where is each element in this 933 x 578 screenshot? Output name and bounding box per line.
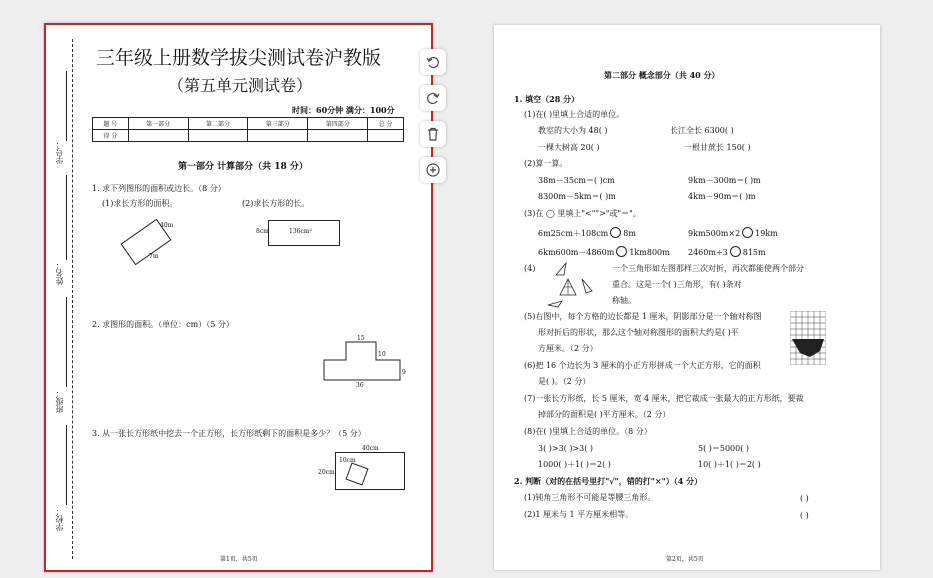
trash-icon [425,126,441,142]
rotate-right-icon [425,90,441,106]
side-rule [66,425,67,505]
judge-answer-slot[interactable]: ( ) [800,494,809,503]
unit-item: 10( )＋1( )＝2( ) [698,460,761,469]
q1-5-line: 形对折后的形状，那么这个轴对称图形的面积大约是( )平 [538,328,739,337]
page-footer: 第2页，共5页 [666,556,704,563]
compare-left: 6m25cm＋108cm [538,229,609,238]
score-table [92,117,404,142]
dim-label: 8cm [256,228,269,235]
rotate-left-icon [425,54,441,70]
calc-item: 4km－90m＝( )m [688,192,756,201]
score-cell[interactable] [128,130,188,142]
compare-item [688,246,766,257]
question-1-2: (2)算一算。 [524,159,568,168]
dim-label: 20cm [318,469,335,476]
unit-item: 1000( )＋1( )＝2( ) [538,460,611,469]
add-button[interactable] [420,157,446,183]
page-2[interactable] [494,25,880,570]
compare-left: 9km500m×2 [688,229,741,238]
side-rule [66,297,67,387]
side-label-school: 学校： [55,507,64,531]
compare-item [688,227,778,238]
compare-left: 2460m÷3 [688,248,728,257]
question-1-4-label: (4) [524,264,536,273]
unit-item: 3( )>3( )>3( ) [538,444,594,453]
calc-item: 8300m－5km＝( )m [538,192,616,201]
question-2: 2. 判断（对的在括号里打"√"，错的打"×"）（4 分） [514,476,703,486]
fill-item: 长江全长 6300( ) [670,126,734,135]
compare-circle[interactable] [616,246,627,257]
question-1: 1. 求下列图形的面积或边长。（8 分） [92,184,226,193]
score-cell[interactable] [368,130,404,142]
score-header-cell: 题 号 [93,118,129,130]
fill-item: 教室的大小为 48( ) [538,126,608,135]
dim-label: 36 [356,382,364,389]
dim-label: 7m [149,253,159,260]
add-icon [425,162,441,178]
page-1[interactable] [44,23,433,572]
compare-item [538,227,636,238]
page-subtitle: （第五单元测试卷） [168,76,313,95]
judge-item: (2)1 厘米与 1 平方厘米相等。 [524,510,634,519]
question-1-3: (3)在 ◯ 里填上"<"">"或"＝"。 [524,209,641,218]
score-cell[interactable] [248,130,308,142]
q1-7-line: 掉部分的面积是( )平方厘米。（2 分） [538,410,671,419]
q1-6-line: (6)把 16 个边长为 3 厘米的小正方形拼成一个大正方形，它的面积 [524,361,761,370]
rotate-right-button[interactable] [420,85,446,111]
judge-item: (1)钝角三角形不可能是等腰三角形。 [524,493,656,502]
compare-circle[interactable] [610,227,621,238]
question-1: 1. 填空（28 分） [514,94,580,104]
composite-shape-figure [322,337,412,387]
score-row-label: 得 分 [93,130,129,142]
binding-dashed-line [72,39,73,559]
compare-right: 19km [755,229,778,238]
compare-right: 815m [742,248,766,257]
calc-item: 38m－35cm＝( )cm [538,176,615,185]
dim-label: 15 [357,335,365,342]
compare-item [538,246,670,257]
calc-item: 9km－300m＝( )m [688,176,761,185]
q1-5-line: (5)右图中，每个方格的边长都是 1 厘米，阴影部分是一个轴对称图 [524,312,762,321]
score-header-cell: 第四部分 [308,118,368,130]
question-1-1: (1)在( )里填上合适的单位。 [524,110,625,119]
score-header-cell: 第二部分 [188,118,248,130]
side-label-name: 姓名： [55,261,64,285]
q1-4-line: 称轴。 [612,296,636,305]
fill-item: 一根甘蔗长 150( ) [684,143,751,152]
score-cell[interactable] [308,130,368,142]
compare-circle[interactable] [730,246,741,257]
triangle-fold-figure [544,261,604,309]
dim-label: 10cm [339,457,356,464]
dim-label: 9 [402,369,406,376]
side-rule [66,71,67,141]
question-1b: (2)求长方形的长。 [242,199,310,208]
page-footer: 第1页，共5页 [220,556,258,563]
section-title: 第二部分 概念部分（共 40 分） [604,70,720,80]
time-info: 时间：60分钟 满分：100分 [292,105,395,115]
fill-item: 一棵大树高 20( ) [538,143,600,152]
compare-right: 8m [623,229,636,238]
area-label: 136cm² [289,228,312,235]
page-title: 三年级上册数学拔尖测试卷沪教版 [96,47,382,69]
q1-6-line: 是( )。（2 分） [538,377,591,386]
question-2: 2. 求图形的面积。（单位：cm）（5 分） [92,320,234,329]
side-rule [66,175,67,260]
q1-4-line: 一个三角形如左图那样三次对折，再次都能使两个部分 [612,264,804,273]
judge-answer-slot[interactable]: ( ) [800,511,809,520]
dim-label: 10 [378,351,386,358]
compare-circle[interactable] [742,227,753,238]
score-header-cell: 总 分 [368,118,404,130]
q1-5-line: 方厘米。（2 分） [538,344,598,353]
delete-button[interactable] [420,121,446,147]
section-title: 第一部分 计算部分（共 18 分） [178,162,308,172]
compare-left: 6km600m－4860m [538,248,615,257]
dim-label: 40m [160,222,174,229]
rotate-left-button[interactable] [420,49,446,75]
grid-shaded-figure [790,311,826,365]
q1-4-line: 重合。这是一个( )三角形，有( )条对 [612,280,742,289]
score-header-cell: 第三部分 [248,118,308,130]
score-cell[interactable] [188,130,248,142]
compare-right: 1km800m [629,248,670,257]
dim-label: 40cm [362,445,379,452]
q1-7-line: (7)一张长方形纸，长 5 厘米，宽 4 厘米，把它裁成一张最大的正方形纸，要裁 [524,394,804,403]
score-header-cell: 第一部分 [128,118,188,130]
question-1a: (1)求长方形的面积。 [102,199,178,208]
side-label-class: 班级： [55,389,64,413]
unit-item: 5( )＝5000( ) [698,444,750,453]
side-label-student-id: 学号： [55,140,64,164]
question-1-8: (8)在( )里填上合适的单位。（8 分） [524,427,652,436]
question-3: 3. 从一张长方形纸中挖去一个正方形，长方形纸剩下的面积是多少？（5 分） [92,429,366,438]
